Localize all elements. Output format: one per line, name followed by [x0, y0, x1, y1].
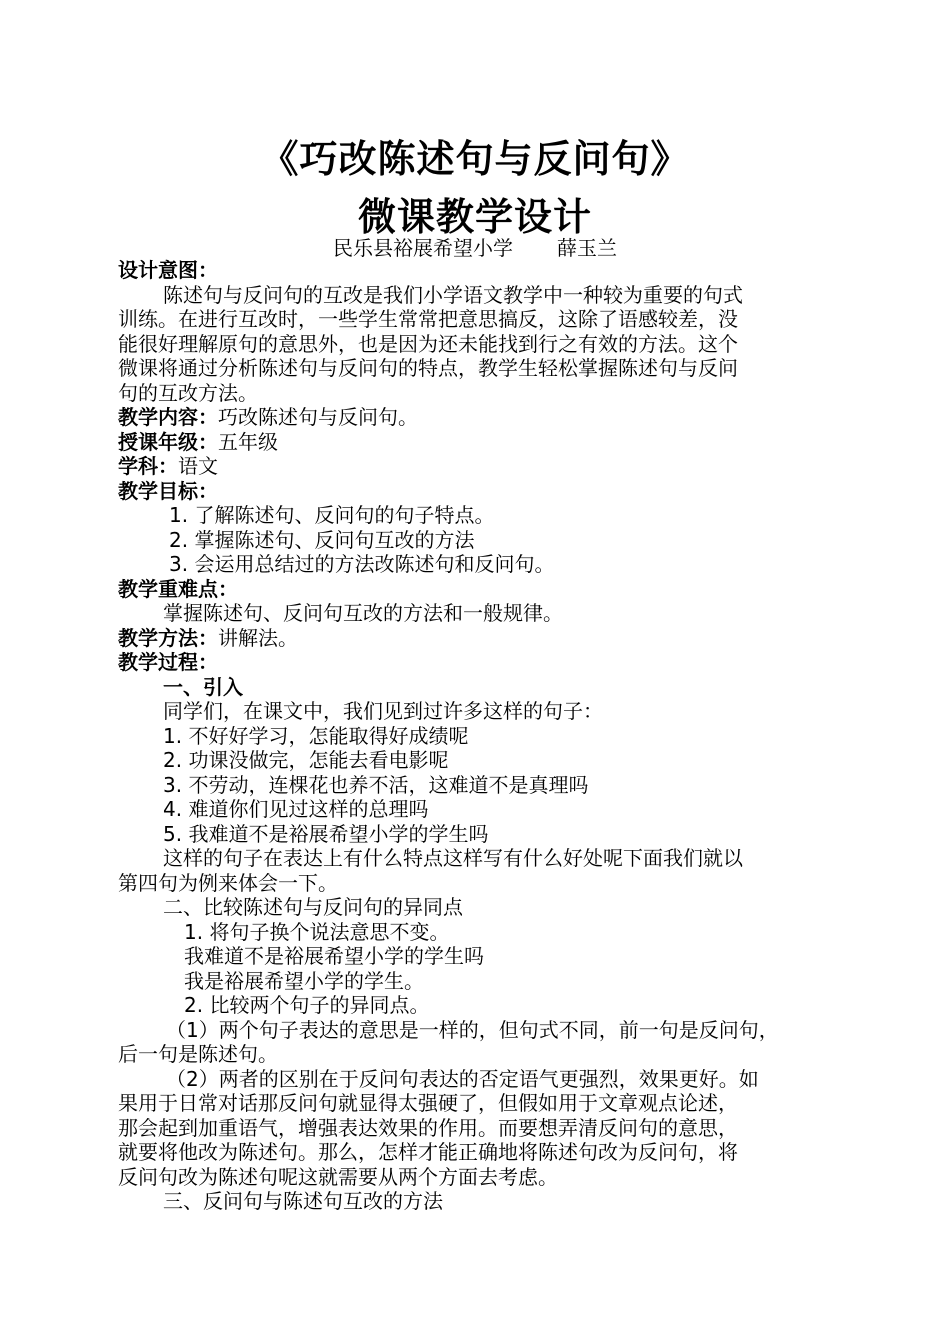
example-sentence: 我难道不是裕展希望小学的学生吗 — [184, 944, 484, 968]
key-points-value: 掌握陈述句、反问句互改的方法和一般规律。 — [163, 601, 563, 625]
example-item: 1. 不好好学习，怎能取得好成绩呢 — [163, 723, 469, 748]
example-item: 4. 难道你们见过这样的总理吗 — [163, 797, 429, 821]
paragraph-line: 后一句是陈述句。 — [118, 1042, 278, 1066]
section-heading: 三、反问句与陈述句互改的方法 — [163, 1189, 443, 1213]
method-value: 讲解法。 — [218, 625, 298, 650]
paragraph-line: 训练。在进行互改时，一些学生常常把意思搞反，这除了语感较差，没 — [118, 307, 738, 331]
paragraph-line: （2）两者的区别在于反问句表达的否定语气更强烈，效果更好。如 — [166, 1066, 759, 1091]
example-item: 5. 我难道不是裕展希望小学的学生吗 — [163, 821, 489, 846]
grade-value: 五年级 — [218, 429, 278, 454]
content-row — [118, 405, 838, 430]
doc-subtitle: 微课教学设计 — [357, 195, 592, 239]
grade-row — [118, 430, 838, 455]
design-intent-label: 设计意图： — [118, 258, 218, 282]
step-item: 2. 比较两个句子的异同点。 — [184, 993, 430, 1017]
goals-label: 教学目标： — [118, 478, 218, 503]
paragraph-line: 果用于日常对话那反问句就显得太强硬了，但假如用于文章观点论述， — [118, 1091, 738, 1115]
subject-value: 语文 — [178, 454, 218, 478]
example-sentence: 我是裕展希望小学的学生。 — [184, 968, 424, 993]
paragraph-line: 反问句改为陈述句呢这就需要从两个方面去考虑。 — [118, 1164, 558, 1189]
paragraph-line: 能很好理解原句的意思外，也是因为还未能找到行之有效的方法。这个 — [118, 331, 738, 356]
goal-item: 2. 掌握陈述句、反问句互改的方法 — [169, 527, 475, 552]
example-item: 3. 不劳动，连棵花也养不活，这难道不是真理吗 — [163, 772, 589, 797]
paragraph-line: 微课将通过分析陈述句与反问句的特点，教学生轻松掌握陈述句与反问 — [118, 356, 738, 380]
paragraph-line: （1）两个句子表达的意思是一样的，但句式不同，前一句是反问句， — [166, 1017, 779, 1042]
grade-label: 授课年级： — [118, 429, 218, 454]
goal-item: 3. 会运用总结过的方法改陈述句和反问句。 — [169, 552, 555, 576]
example-item: 2. 功课没做完，怎能去看电影呢 — [163, 748, 449, 772]
doc-title: 《巧改陈述句与反问句》 — [260, 137, 690, 181]
paragraph-line: 这样的句子在表达上有什么特点这样写有什么好处呢下面我们就以 — [163, 846, 743, 870]
paragraph-line: 第四句为例来体会一下。 — [118, 870, 338, 895]
document-body — [118, 258, 838, 1214]
author-line — [0, 232, 950, 261]
content-label: 教学内容： — [118, 405, 218, 429]
subject-row — [118, 454, 838, 479]
goal-item: 1. 了解陈述句、反问句的句子特点。 — [169, 503, 495, 527]
paragraph-line: 就要将他改为陈述句。那么，怎样才能正确地将陈述句改为反问句，将 — [118, 1140, 738, 1164]
author-name: 薛玉兰 — [557, 236, 617, 260]
subject-label: 学科： — [118, 454, 178, 478]
section-heading: 二、比较陈述句与反问句的异同点 — [163, 895, 463, 919]
paragraph-line: 陈述句与反问句的互改是我们小学语文教学中一种较为重要的句式 — [163, 282, 743, 307]
process-label: 教学过程： — [118, 650, 218, 674]
section-heading: 一、引入 — [163, 674, 243, 699]
content-value: 巧改陈述句与反问句。 — [218, 405, 418, 429]
method-label: 教学方法： — [118, 625, 218, 650]
paragraph-line: 同学们，在课文中，我们见到过许多这样的句子： — [163, 699, 603, 723]
key-points-label: 教学重难点： — [118, 576, 238, 601]
step-item: 1. 将句子换个说法意思不变。 — [184, 919, 450, 944]
method-row — [118, 626, 838, 651]
school-name: 民乐县裕展希望小学 — [333, 236, 513, 260]
paragraph-line: 那会起到加重语气，增强表达效果的作用。而要想弄清反问句的意思， — [118, 1115, 738, 1140]
paragraph-line: 句的互改方法。 — [118, 380, 258, 405]
